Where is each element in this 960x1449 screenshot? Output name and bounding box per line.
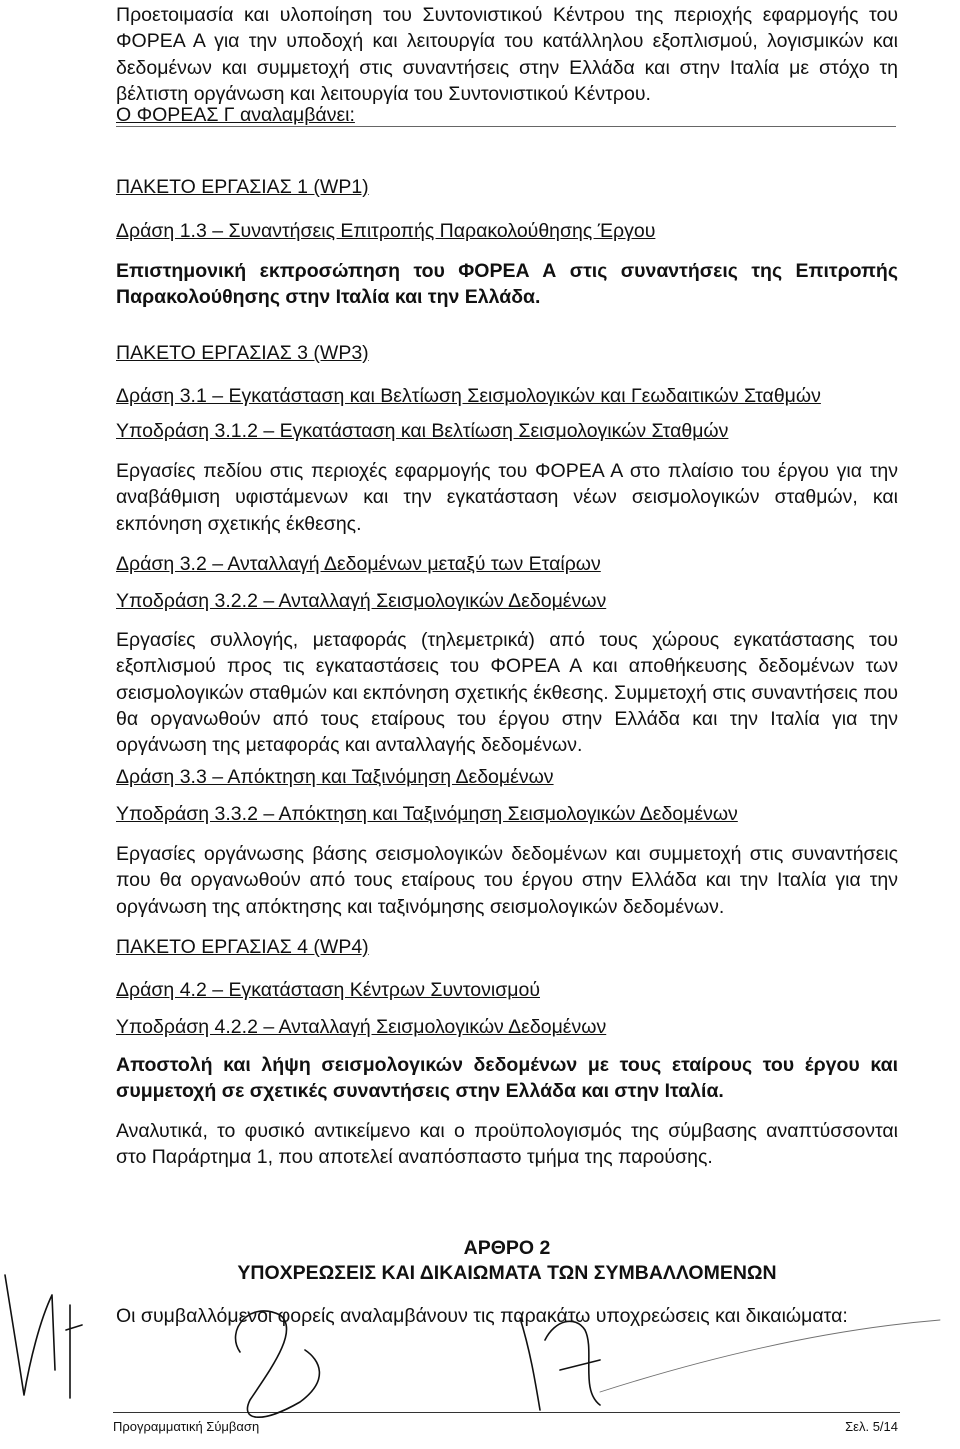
intro-paragraph: Προετοιμασία και υλοποίηση του Συντονιστικού Κέντρου της περιοχής εφαρμογής του ΦΟΡΕΑ Α για την υποδοχή και λειτουργία του κατάλληλου εξοπλισμού, λογισμικών και δεδομένων και συμμετοχή στις συναντήσεις στην Ελλάδα και στην Ιταλία με στόχο τη βέλτιστη οργάνωση και λειτουργία του Συντονιστικού Κέντρου. bbox=[116, 4, 898, 105]
wp3-subaction-3-1-2: Υποδράση 3.1.2 – Εγκατάσταση και Βελτίωση Σεισμολογικών Σταθμών bbox=[116, 420, 729, 442]
annex-paragraph: Αναλυτικά, το φυσικό αντικείμενο και ο προϋπολογισμός της σύμβασης αναπτύσσονται στο Παράρτημα 1, που αποτελεί αναπόσπαστο τμήμα της παρούσης. bbox=[116, 1120, 898, 1169]
wp3-title: ΠΑΚΕΤΟ ΕΡΓΑΣΙΑΣ 3 (WP3) bbox=[116, 342, 369, 364]
wp3-text-3-1-2: Εργασίες πεδίου στις περιοχές εφαρμογής του ΦΟΡΕΑ Α στο πλαίσιο του έργου για την αναβάθμιση υφιστάμενων και την εγκατάσταση νέων σεισμολογικών σταθμών, και εκπόνηση σχετικής έκθεσης. bbox=[116, 460, 898, 535]
wp1-action-1-3: Δράση 1.3 – Συναντήσεις Επιτροπής Παρακολούθησης Έργου bbox=[116, 220, 656, 242]
footer-rule bbox=[113, 1412, 900, 1413]
signature-left-mark bbox=[5, 1275, 82, 1398]
wp4-action-4-2: Δράση 4.2 – Εγκατάσταση Κέντρων Συντονισμού bbox=[116, 979, 540, 1001]
divider bbox=[116, 126, 896, 127]
wp4-subaction-4-2-2: Υποδράση 4.2.2 – Ανταλλαγή Σεισμολογικών Δεδομένων bbox=[116, 1016, 607, 1038]
foreas-g-heading: Ο ΦΟΡΕΑΣ Γ αναλαμβάνει: bbox=[116, 104, 355, 126]
wp3-subaction-3-2-2: Υποδράση 3.2.2 – Ανταλλαγή Σεισμολογικών Δεδομένων bbox=[116, 590, 607, 612]
wp3-action-3-2: Δράση 3.2 – Ανταλλαγή Δεδομένων μεταξύ των Εταίρων bbox=[116, 553, 601, 575]
wp3-subaction-3-3-2: Υποδράση 3.3.2 – Απόκτηση και Ταξινόμηση Σεισμολογικών Δεδομένων bbox=[116, 803, 738, 825]
article-title: ΥΠΟΧΡΕΩΣΕΙΣ ΚΑΙ ΔΙΚΑΙΩΜΑΤΑ ΤΩΝ ΣΥΜΒΑΛΛΟΜΕΝΩΝ bbox=[237, 1262, 777, 1284]
signature-right bbox=[520, 1318, 600, 1410]
wp1-text: Επιστημονική εκπροσώπηση του ΦΟΡΕΑ Α στις συναντήσεις της Επιτροπής Παρακολούθησης στην Ιταλία και την Ελλάδα. bbox=[116, 260, 898, 309]
article-number: ΑΡΘΡΟ 2 bbox=[463, 1237, 551, 1259]
footer-left: Προγραμματική Σύμβαση bbox=[113, 1419, 260, 1434]
wp3-text-3-2-2: Εργασίες συλλογής, μεταφοράς (τηλεμετρικά) από τους χώρους εγκατάστασης του εξοπλισμού προς τις εγκαταστάσεις του ΦΟΡΕΑ Α και αποθήκευσης δεδομένων των σεισμολογικών σταθμών και εκπόνηση σχετικής έκθεσης. Συμμετοχή στις συναντήσεις που θα οργανωθούν από τους εταίρους του έργου στην Ελλάδα και την Ιταλία για την οργάνωση της μεταφοράς και ανταλλαγής δεδομένων. bbox=[116, 629, 898, 757]
wp1-title: ΠΑΚΕΤΟ ΕΡΓΑΣΙΑΣ 1 (WP1) bbox=[116, 176, 369, 198]
wp3-text-3-3-2: Εργασίες οργάνωσης βάσης σεισμολογικών δεδομένων και συμμετοχή στις συναντήσεις που θα οργανωθούν από τους εταίρους του έργου στην Ελλάδα και την Ιταλία για την οργάνωση της απόκτησης και ταξινόμησης σεισμολογικών δεδομένων. bbox=[116, 843, 898, 918]
signature-stroke bbox=[600, 1320, 940, 1392]
wp3-action-3-1: Δράση 3.1 – Εγκατάσταση και Βελτίωση Σεισμολογικών και Γεωδαιτικών Σταθμών bbox=[116, 385, 821, 407]
wp4-title: ΠΑΚΕΤΟ ΕΡΓΑΣΙΑΣ 4 (WP4) bbox=[116, 936, 369, 958]
article-text: Οι συμβαλλόμενοι φορείς αναλαμβάνουν τις παρακάτω υποχρεώσεις και δικαιώματα: bbox=[116, 1305, 848, 1327]
wp4-text-4-2-2: Αποστολή και λήψη σεισμολογικών δεδομένων με τους εταίρους του έργου και συμμετοχή σε σχετικές συναντήσεις στην Ελλάδα και στην Ιταλία. bbox=[116, 1054, 898, 1103]
footer-page-number: Σελ. 5/14 bbox=[845, 1419, 898, 1434]
wp3-action-3-3: Δράση 3.3 – Απόκτηση και Ταξινόμηση Δεδομένων bbox=[116, 766, 554, 788]
